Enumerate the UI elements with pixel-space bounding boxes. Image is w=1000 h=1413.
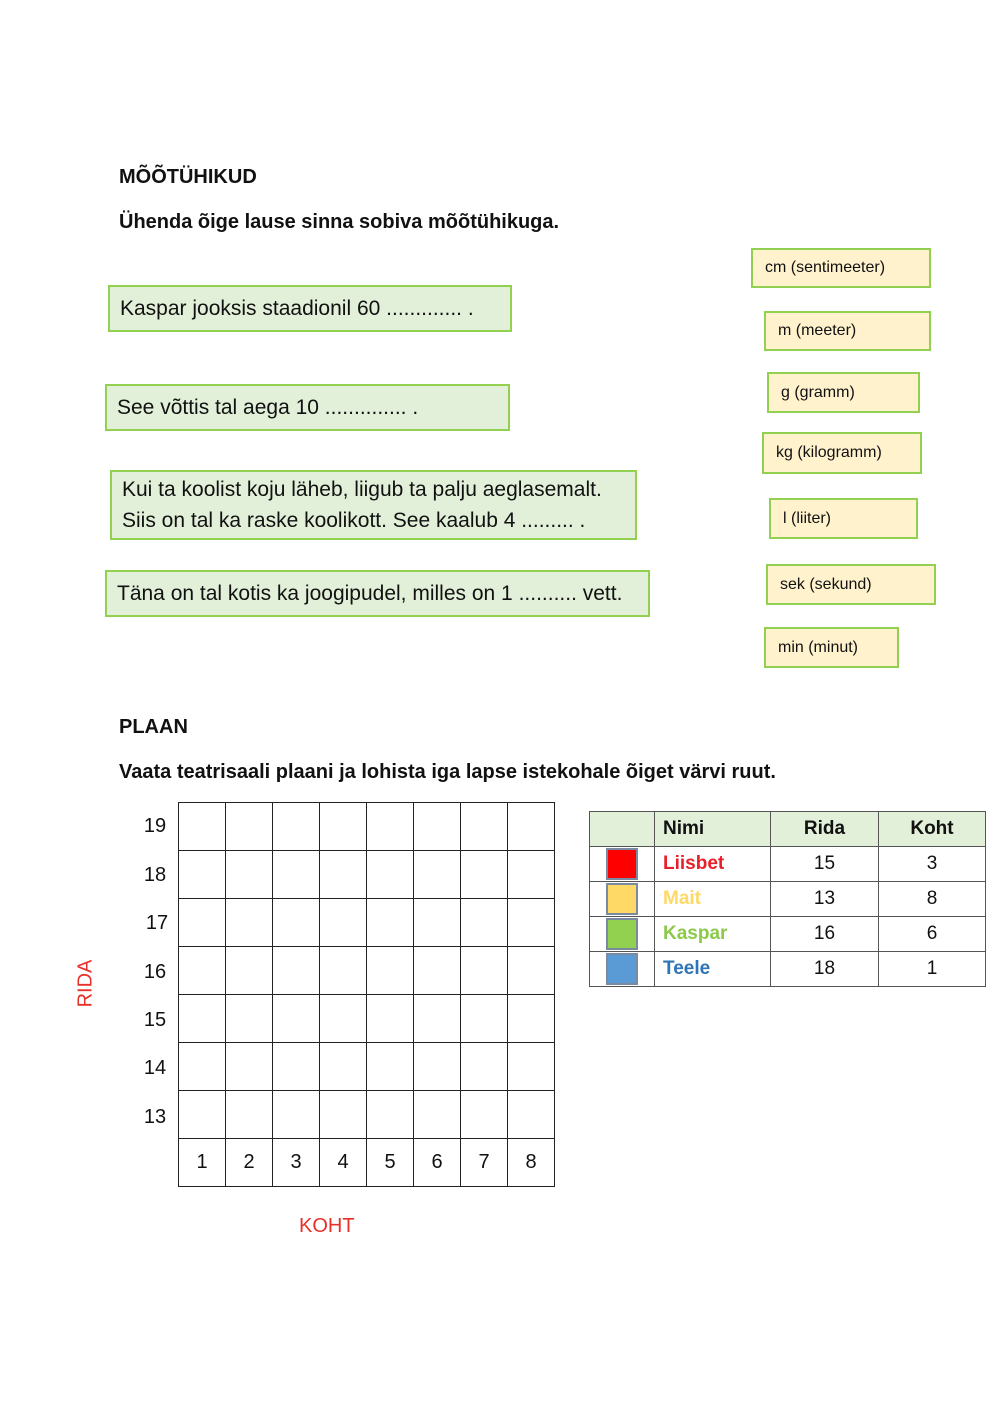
seat-cell[interactable] [461,803,508,851]
seat-number: 7 [461,1139,508,1187]
seat-cell[interactable] [461,995,508,1043]
seat-cell[interactable] [226,851,273,899]
seat-cell[interactable] [179,995,226,1043]
seat-cell[interactable] [273,995,320,1043]
seat-cell[interactable] [508,899,555,947]
seat-cell[interactable] [179,1091,226,1139]
legend-seat-value: 3 [879,847,986,882]
seat-cell[interactable] [179,899,226,947]
legend-row-value: 18 [771,952,879,987]
unit-card-sek[interactable]: sek (sekund) [766,564,936,605]
seat-cell[interactable] [367,1043,414,1091]
grid-row-18 [179,851,555,899]
seat-number: 6 [414,1139,461,1187]
sentence-card-2[interactable] [105,384,510,431]
seat-axis-label: KOHT [299,1215,355,1237]
sentence-line: Kaspar jooksis staadionil 60 ............. . [120,297,474,320]
seat-cell[interactable] [179,803,226,851]
seat-cell[interactable] [367,803,414,851]
seat-cell[interactable] [414,1043,461,1091]
seat-cell[interactable] [273,1043,320,1091]
seat-cell[interactable] [461,899,508,947]
legend-name: Kaspar [655,917,771,952]
row-number-14: 14 [143,1057,167,1079]
seat-cell[interactable] [226,803,273,851]
grid-row-17 [179,899,555,947]
seat-cell[interactable] [461,1091,508,1139]
unit-card-cm[interactable]: cm (sentimeeter) [751,248,931,288]
seat-number: 3 [273,1139,320,1187]
seat-cell[interactable] [414,899,461,947]
grid-row-16 [179,947,555,995]
row-number-16: 16 [143,961,167,983]
seat-cell[interactable] [273,1091,320,1139]
seat-cell[interactable] [508,1091,555,1139]
seat-cell[interactable] [320,1043,367,1091]
seat-cell[interactable] [508,1043,555,1091]
seat-number: 2 [226,1139,273,1187]
legend-row [590,847,986,882]
legend-header-color [590,812,655,847]
legend-name: Liisbet [655,847,771,882]
seat-cell[interactable] [367,851,414,899]
seat-cell[interactable] [226,1043,273,1091]
legend-seat-value: 6 [879,917,986,952]
row-number-19: 19 [143,815,167,837]
legend-row-value: 15 [771,847,879,882]
grid-row-19 [179,803,555,851]
color-square-yellow[interactable] [606,883,638,915]
seat-cell[interactable] [273,851,320,899]
legend-row-value: 16 [771,917,879,952]
grid-row-13 [179,1091,555,1139]
seat-cell[interactable] [226,1091,273,1139]
row-number-18: 18 [143,864,167,886]
unit-card-m[interactable]: m (meeter) [764,311,931,351]
row-number-17: 17 [145,912,169,934]
unit-card-min[interactable]: min (minut) [764,627,899,668]
seat-cell[interactable] [461,851,508,899]
legend-header-row [590,812,986,847]
seat-cell[interactable] [414,995,461,1043]
color-square-blue[interactable] [606,953,638,985]
seat-cell[interactable] [414,803,461,851]
unit-card-l[interactable]: l (liiter) [769,498,918,539]
legend-row [590,952,986,987]
seat-number: 5 [367,1139,414,1187]
seat-cell[interactable] [367,899,414,947]
legend-header-row-label: Rida [771,812,879,847]
seat-cell[interactable] [414,947,461,995]
seat-cell[interactable] [273,803,320,851]
legend-name: Teele [655,952,771,987]
seat-cell[interactable] [367,947,414,995]
legend-header-seat: Koht [879,812,986,847]
unit-card-g[interactable]: g (gramm) [767,372,920,413]
legend-name: Mait [655,882,771,917]
legend-table [589,811,986,987]
row-number-15: 15 [143,1009,167,1031]
color-square-red[interactable] [606,848,638,880]
seat-cell[interactable] [320,851,367,899]
seat-cell[interactable] [414,1091,461,1139]
seat-cell[interactable] [320,1091,367,1139]
units-instruction: Ühenda õige lause sinna sobiva mõõtühikuga. [119,211,560,233]
sentence-line: Kui ta koolist koju läheb, liigub ta palju aeglasemalt. [122,478,602,501]
seat-cell[interactable] [226,899,273,947]
seat-cell[interactable] [367,1091,414,1139]
seat-cell[interactable] [508,947,555,995]
color-square-green[interactable] [606,918,638,950]
section-title-plan: PLAAN [119,716,188,738]
seat-number-row [179,1139,555,1187]
legend-header-name: Nimi [655,812,771,847]
seat-cell[interactable] [508,851,555,899]
seat-cell[interactable] [226,947,273,995]
grid-row-14 [179,1043,555,1091]
seat-cell[interactable] [273,947,320,995]
seating-grid [178,802,555,1187]
seat-cell[interactable] [273,899,320,947]
seat-cell[interactable] [226,995,273,1043]
seat-cell[interactable] [508,995,555,1043]
seat-cell[interactable] [320,803,367,851]
sentence-line: Täna on tal kotis ka joogipudel, milles on 1 .......... vett. [117,582,623,605]
grid-row-15 [179,995,555,1043]
seat-cell[interactable] [320,995,367,1043]
seat-cell[interactable] [179,1043,226,1091]
seat-cell[interactable] [508,803,555,851]
seat-cell[interactable] [179,947,226,995]
seat-number: 1 [179,1139,226,1187]
sentence-line: Siis on tal ka raske koolikott. See kaalub 4 ......... . [122,509,586,532]
seat-cell[interactable] [320,947,367,995]
section-title-units: MÕÕTÜHIKUD [119,166,257,188]
legend-seat-value: 1 [879,952,986,987]
seat-cell[interactable] [179,851,226,899]
sentence-card-3[interactable] [110,470,637,540]
unit-card-kg[interactable]: kg (kilogramm) [762,432,922,474]
legend-row [590,882,986,917]
legend-row-value: 13 [771,882,879,917]
legend-seat-value: 8 [879,882,986,917]
seat-cell[interactable] [320,899,367,947]
sentence-card-1[interactable] [108,285,512,332]
seat-cell[interactable] [461,947,508,995]
seat-cell[interactable] [367,995,414,1043]
seat-cell[interactable] [461,1043,508,1091]
legend-row [590,917,986,952]
seat-number: 4 [320,1139,367,1187]
plan-instruction: Vaata teatrisaali plaani ja lohista iga lapse istekohale õiget värvi ruut. [119,761,776,783]
seat-cell[interactable] [414,851,461,899]
row-number-13: 13 [143,1106,167,1128]
seat-number: 8 [508,1139,555,1187]
sentence-line: See võttis tal aega 10 .............. . [117,396,419,419]
sentence-card-4[interactable] [105,570,650,617]
row-axis-label: RIDA [74,959,97,1008]
